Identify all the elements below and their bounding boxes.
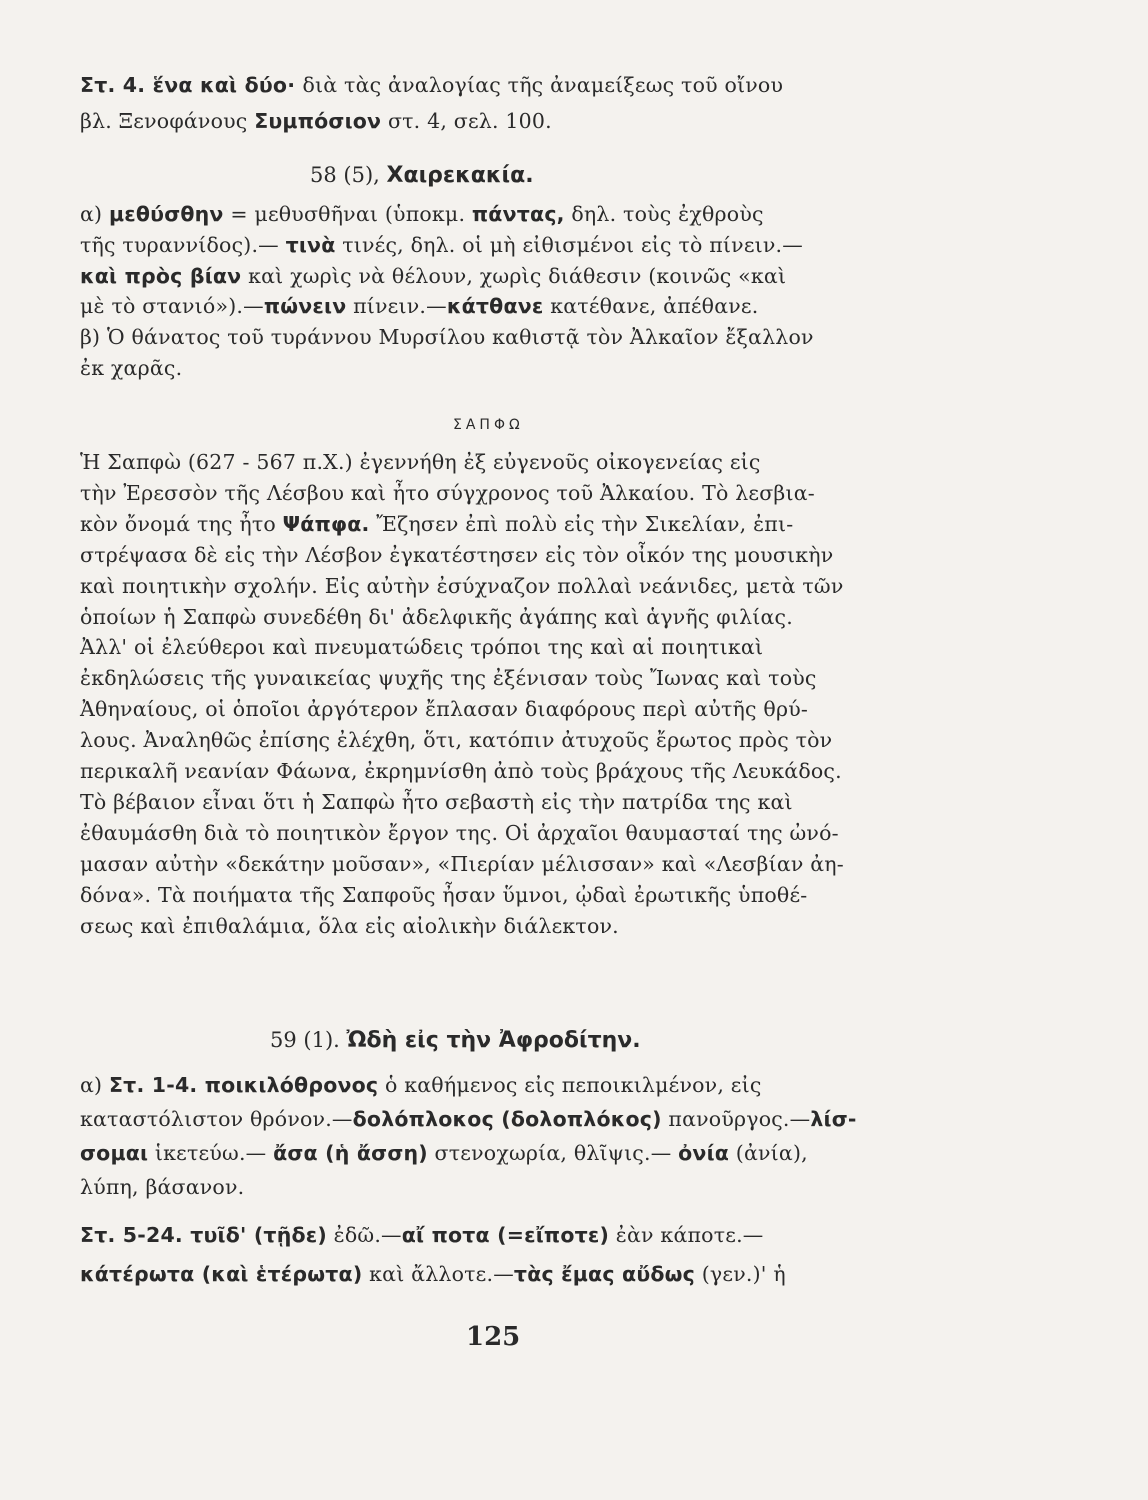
bold-term: πάντας,: [471, 202, 565, 226]
bold-term: λίσ-: [810, 1107, 857, 1131]
text-run: σεως καὶ ἐπιθαλάμια, ὅλα εἰς αἰολικὴν διάλεκτον.: [80, 913, 619, 938]
section-heading-sappho: [453, 417, 524, 433]
text-line: [80, 761, 842, 782]
heading-59-number: 59 (1).: [270, 1028, 347, 1052]
text-run: καὶ ποιητικὴν σχολήν. Εἰς αὐτὴν ἐσύχναζον πολλαὶ νεάνιδες, μετὰ τῶν: [80, 573, 844, 598]
text-line: [80, 296, 758, 317]
bold-term: Συμπόσιον: [254, 109, 382, 133]
bold-term: Ψάπφα.: [282, 511, 370, 536]
bold-term: Στ. 1-4. ποικιλόθρονος: [108, 1073, 379, 1097]
text-line: [80, 789, 793, 814]
text-run: Τὸ βέβαιον εἶναι ὅτι ἡ Σαπφὼ ἦτο σεβαστὴ εἰς τὴν πατρίδα της καὶ: [80, 789, 793, 814]
bold-term: ὀνία: [678, 1141, 730, 1165]
heading-58: [310, 163, 534, 188]
text-run: λύπη, βάσανον.: [80, 1175, 245, 1199]
text-line: [80, 668, 817, 689]
text-line: [80, 637, 763, 658]
bold-term: Στ. 5-24. τυῖδ' (τῇδε): [80, 1223, 327, 1247]
text-run: καὶ ἄλλοτε.—: [362, 1262, 514, 1286]
text-run: Ἔζησεν ἐπὶ πολὺ εἰς τὴν Σικελίαν, ἐπι-: [369, 511, 794, 536]
text-line: [80, 111, 552, 132]
text-run: α): [80, 1073, 109, 1097]
text-run: στρέψασα δὲ εἰς τὴν Λέσβον ἐγκατέστησεν εἰς τὸν οἶκόν της μουσικὴν: [80, 542, 834, 567]
text-run: Ἀλλ' οἱ ἐλεύθεροι καὶ πνευματώδεις τρόποι της καὶ αἱ ποιητικαὶ: [80, 635, 764, 660]
text-line: [80, 542, 834, 567]
text-run: δόνα». Τὰ ποιήματα τῆς Σαπφοῦς ἦσαν ὕμνοι, ᾠδαὶ ἐρωτικῆς ὑποθέ-: [80, 882, 808, 907]
text-run: κὸν ὄνομά της ἦτο: [80, 511, 283, 536]
text-line: [80, 573, 844, 598]
text-line: [80, 263, 787, 288]
notes-58: [80, 204, 925, 414]
text-run: τινές, δηλ. οἱ μὴ εἰθισμένοι εἰς τὸ πίνειν.—: [335, 232, 803, 257]
text-run: ἐδῶ.—: [326, 1223, 402, 1247]
text-run: Ἀθηναίους, οἱ ὁποῖοι ἀργότερον ἔπλασαν διαφόρους περὶ αὐτῆς θρύ-: [80, 697, 809, 722]
heading-58-number: 58 (5),: [310, 163, 387, 187]
text-line: [80, 75, 783, 96]
sappho-biography: [80, 452, 925, 1012]
text-run: (ἀνία),: [729, 1141, 808, 1165]
bold-term: κάτθανε: [446, 294, 544, 319]
text-line: [80, 327, 814, 348]
text-line: [80, 480, 815, 505]
text-run: ἐκ χαρᾶς.: [80, 356, 183, 380]
text-run: ἐὰν κάποτε.—: [609, 1223, 764, 1247]
text-run: ἱκετεύω.—: [148, 1141, 274, 1165]
text-run: κατέθανε, ἀπέθανε.: [543, 294, 759, 319]
text-run: ὁποίων ἡ Σαπφὼ συνεδέθη δι' ἀδελφικῆς ἀγάπης καὶ ἁγνῆς φιλίας.: [80, 604, 793, 629]
text-run: (γεν.)' ἡ: [695, 1262, 786, 1286]
page-number-text: 125: [466, 1322, 521, 1352]
text-run: στ. 4, σελ. 100.: [381, 109, 552, 133]
text-run: τῆς τυραννίδος).—: [80, 232, 286, 257]
bold-term: ἄσα (ἡ ἄσση): [273, 1141, 428, 1165]
notes-59: [80, 1075, 925, 1215]
page-number: [466, 1322, 520, 1352]
text-line: [80, 452, 761, 473]
text-run: στενοχωρία, θλῖψις.—: [427, 1141, 679, 1165]
text-line: [80, 882, 808, 907]
text-run: πανοῦργος.—: [661, 1107, 811, 1131]
text-run: μὲ τὸ στανιό»).—: [80, 294, 264, 319]
text-line: [80, 511, 794, 536]
bold-term: τινὰ: [285, 232, 336, 257]
bold-term: καὶ πρὸς βίαν: [80, 263, 242, 288]
text-line: [80, 358, 182, 379]
text-line: [80, 1225, 763, 1246]
text-run: λους. Ἀναληθῶς ἐπίσης ἐλέχθη, ὅτι, κατόπιν ἀτυχοῦς ἔρωτος πρὸς τὸν: [80, 728, 833, 753]
heading-58-title: Χαιρεκακία.: [386, 163, 534, 188]
text-line: [80, 1264, 786, 1285]
text-run: δηλ. τοὺς ἐχθροὺς: [564, 202, 764, 226]
text-run: μασαν αὐτὴν «δεκάτην μοῦσαν», «Πιερίαν μέλισσαν» καὶ «Λεσβίαν ἀη-: [80, 851, 844, 876]
text-line: [80, 699, 808, 720]
bold-term: δολόπλοκος (δολοπλόκος): [352, 1107, 662, 1131]
section-heading-text: ΣΑΠΦΩ: [453, 417, 524, 433]
text-run: = μεθυσθῆναι (ὑποκμ.: [223, 202, 472, 226]
heading-59: [270, 1028, 641, 1053]
heading-59-title: Ὠδὴ εἰς τὴν Ἀφροδίτην.: [346, 1028, 641, 1053]
text-line: [80, 851, 844, 876]
bold-term: ἕνα καὶ δύο·: [152, 73, 303, 97]
text-run: ἐκδηλώσεις τῆς γυναικείας ψυχῆς της ἐξένισαν τοὺς Ἴωνας καὶ τοὺς: [80, 666, 817, 691]
text-line: [80, 204, 764, 225]
bold-term: τὰς ἔμας αὔδως: [513, 1262, 696, 1286]
intro-lines: [80, 75, 925, 155]
text-run: πίνειν.—: [346, 294, 447, 319]
text-run: ἐθαυμάσθη διὰ τὸ ποιητικὸν ἔργον της. Οἱ ἀρχαῖοι θαυμασταί της ὠνό-: [80, 820, 839, 845]
text-run: Ἡ Σαπφὼ (627 - 567 π.Χ.) ἐγεννήθη ἐξ εὐγενοῦς οἰκογενείας εἰς: [80, 450, 761, 474]
bold-term: μεθύσθην: [108, 202, 224, 226]
bold-term: σομαι: [80, 1141, 149, 1165]
text-run: περικαλῆ νεανίαν Φάωνα, ἐκρημνίσθη ἀπὸ τοὺς βράχους τῆς Λευκάδος.: [80, 759, 842, 783]
text-run: καὶ χωρὶς νὰ θέλουν, χωρὶς διάθεσιν (κοινῶς «καὶ: [241, 263, 787, 288]
bold-term: αἴ ποτα (=εἴποτε): [401, 1223, 610, 1247]
text-run: τὴν Ἐρεσσὸν τῆς Λέσβου καὶ ἦτο σύγχρονος τοῦ Ἀλκαίου. Τὸ λεσβια-: [80, 480, 815, 505]
text-line: [80, 1177, 244, 1198]
text-line: [80, 913, 619, 938]
text-run: καταστόλιστον θρόνον.—: [80, 1107, 353, 1131]
bold-term: κάτέρωτα (καὶ ἑτέρωτα): [80, 1262, 363, 1286]
text-line: [80, 820, 839, 845]
text-run: α): [80, 202, 109, 226]
text-line: [80, 232, 803, 257]
text-line: [80, 604, 793, 629]
text-run: βλ. Ξενοφάνους: [80, 109, 255, 133]
bold-term: πώνειν: [263, 294, 347, 319]
text-line: [80, 1109, 857, 1130]
text-line: [80, 1143, 808, 1164]
notes-verses-5-24: [80, 1225, 925, 1305]
bold-term: Στ. 4.: [80, 73, 153, 97]
text-run: β) Ὁ θάνατος τοῦ τυράννου Μυρσίλου καθιστᾷ τὸν Ἀλκαῖον ἔξαλλον: [80, 325, 814, 350]
text-run: διὰ τὰς ἀναλογίας τῆς ἀναμείξεως τοῦ οἴνου: [302, 73, 784, 97]
text-line: [80, 730, 832, 751]
text-line: [80, 1075, 762, 1096]
text-run: ὁ καθήμενος εἰς πεποικιλμένον, εἰς: [378, 1073, 762, 1097]
